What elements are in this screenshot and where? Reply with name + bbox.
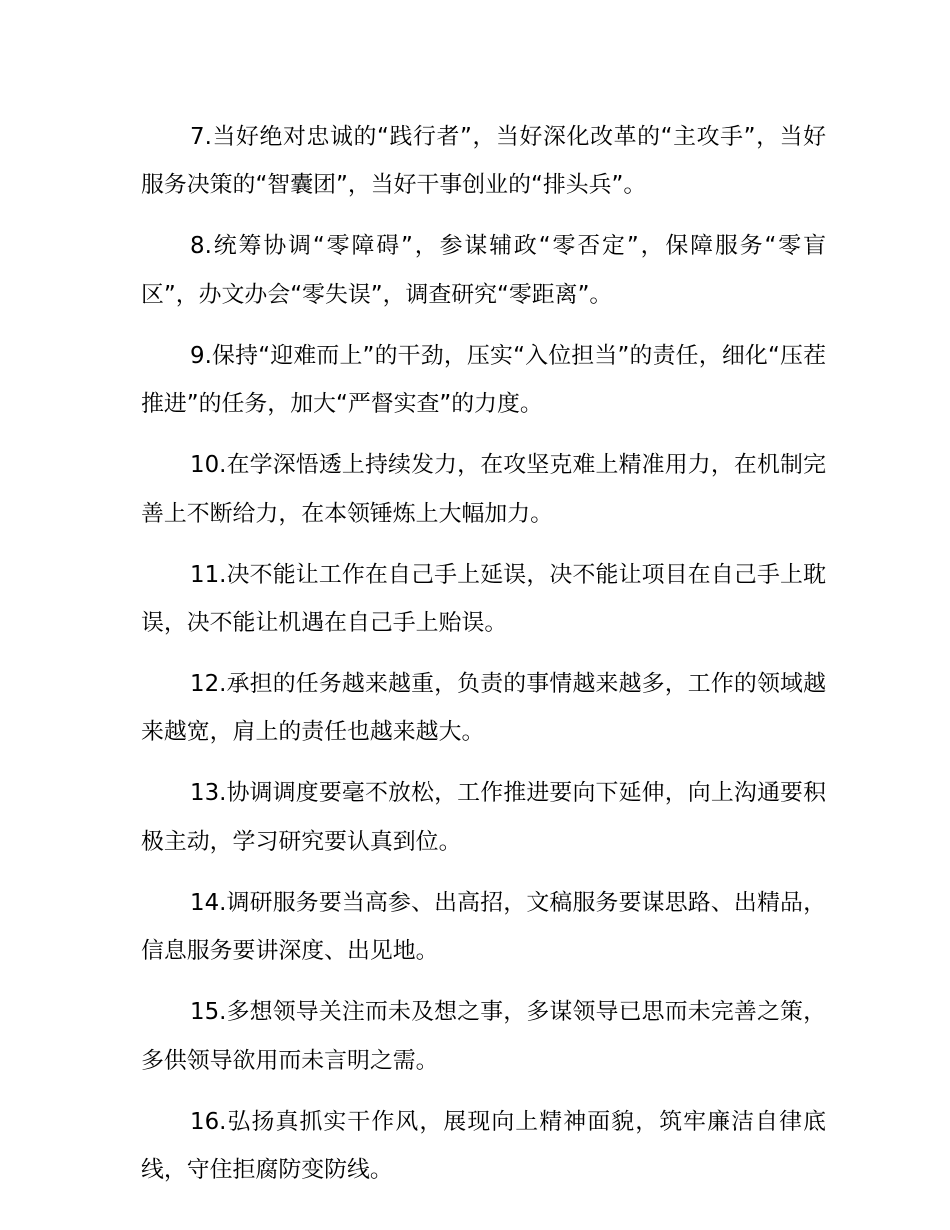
paragraph-16: 16.弘扬真抓实干作风，展现向上精神面貌，筑牢廉洁自律底线，守住拒腐防变防线。 xyxy=(141,1108,826,1184)
paragraph-11: 11.决不能让工作在自己手上延误，决不能让项目在自己手上耽误，决不能让机遇在自己手上贻误。 xyxy=(141,561,826,637)
paragraph-13: 13.协调调度要毫不放松，工作推进要向下延伸，向上沟通要积极主动，学习研究要认真到位。 xyxy=(141,780,826,855)
paragraph-12: 12.承担的任务越来越重，负责的事情越来越多，工作的领域越来越宽，肩上的责任也越来越大。 xyxy=(141,671,826,746)
paragraph-10: 10.在学深悟透上持续发力，在攻坚克难上精准用力，在机制完善上不断给力，在本领锤炼上大幅加力。 xyxy=(141,452,826,527)
paragraph-9: 9.保持“迎难而上”的干劲，压实“入位担当”的责任，细化“压茬推进”的任务，加大“严督实查”的力度。 xyxy=(141,342,826,418)
paragraph-14: 14.调研服务要当高参、出高招，文稿服务要谋思路、出精品，信息服务要讲深度、出见地。 xyxy=(141,889,826,965)
paragraph-7: 7.当好绝对忠诚的“践行者”，当好深化改革的“主攻手”，当好服务决策的“智囊团”，当好干事创业的“排头兵”。 xyxy=(141,124,826,199)
document-body xyxy=(141,113,826,1207)
paragraph-15: 15.多想领导关注而未及想之事，多谋领导已思而未完善之策，多供领导欲用而未言明之需。 xyxy=(141,999,826,1074)
paragraph-8: 8.统筹协调“零障碍”，参谋辅政“零否定”，保障服务“零盲区”，办文办会“零失误”，调查研究“零距离”。 xyxy=(141,233,826,308)
